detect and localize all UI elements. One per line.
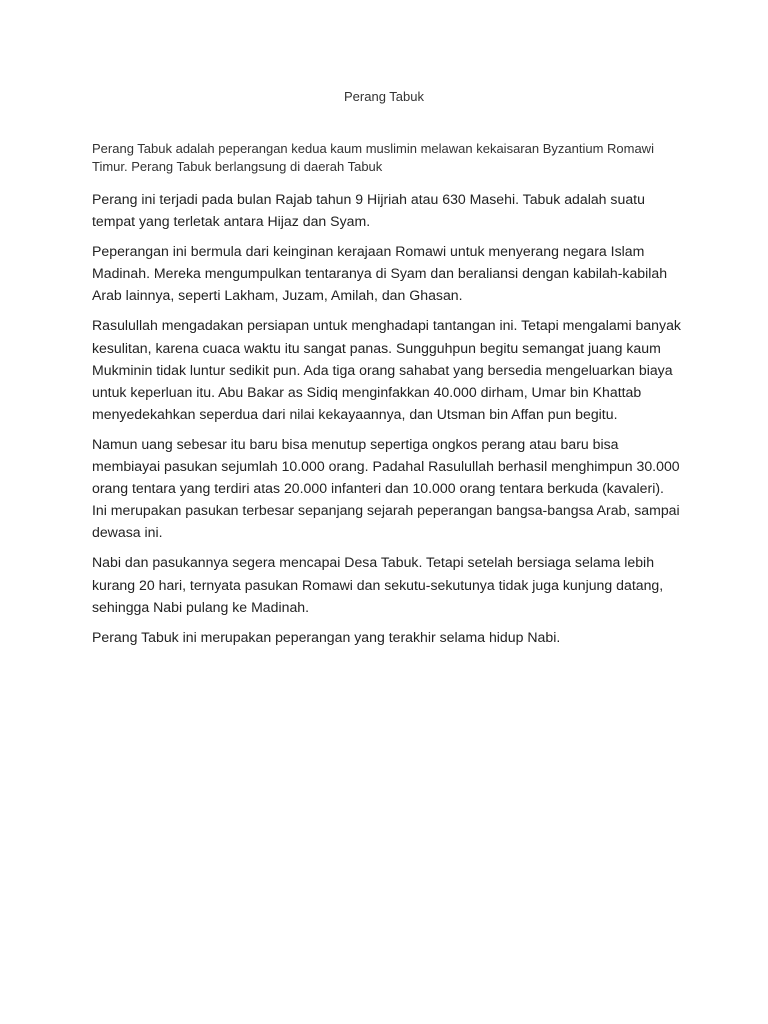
- body-paragraph: Peperangan ini bermula dari keinginan kerajaan Romawi untuk menyerang negara Islam Madinah. Mereka mengumpulkan tentaranya di Syam dan beraliansi dengan kabilah-kabilah Arab lainnya, seperti Lakham, Juzam, Amilah, dan Ghasan.: [92, 243, 668, 304]
- body-paragraph: Perang ini terjadi pada bulan Rajab tahun 9 Hijriah atau 630 Masehi. Tabuk adalah suatu tempat yang terletak antara Hijaz dan Syam.: [92, 191, 645, 230]
- document-body: [92, 188, 682, 656]
- body-paragraph: Namun uang sebesar itu baru bisa menutup sepertiga ongkos perang atau baru bisa membiayai pasukan sejumlah 10.000 orang. Padahal Rasulullah berhasil menghimpun 30.000 orang tentara yang terdiri atas 20.000 infanteri dan 10.000 orang tentara berkuda (kavaleri). Ini merupakan pasukan terbesar sepanjang sejarah peperangan bangsa-bangsa Arab, sampai dewasa ini.: [92, 435, 680, 541]
- body-paragraph: Perang Tabuk ini merupakan peperangan yang terakhir selama hidup Nabi.: [92, 628, 561, 645]
- intro-paragraph: Perang Tabuk adalah peperangan kedua kaum muslimin melawan kekaisaran Byzantium Romawi Timur. Perang Tabuk berlangsung di daerah Tabuk: [92, 141, 654, 174]
- document-title: Perang Tabuk: [344, 89, 424, 104]
- body-paragraph: Rasulullah mengadakan persiapan untuk menghadapi tantangan ini. Tetapi mengalami banyak kesulitan, karena cuaca waktu itu sangat panas. Sungguhpun begitu semangat juang kaum Mukminin tidak luntur sedikit pun. Ada tiga orang sahabat yang bersedia mengeluarkan biaya untuk keperluan itu. Abu Bakar as Sidiq menginfakkan 40.000 dirham, Umar bin Khattab menyedekahkan seperdua dari nilai kekayaannya, dan Utsman bin Affan pun begitu.: [92, 317, 681, 422]
- body-paragraph: Nabi dan pasukannya segera mencapai Desa Tabuk. Tetapi setelah bersiaga selama lebih kurang 20 hari, ternyata pasukan Romawi dan sekutu-sekutunya tidak juga kunjung datang, sehingga Nabi pulang ke Madinah.: [92, 554, 664, 615]
